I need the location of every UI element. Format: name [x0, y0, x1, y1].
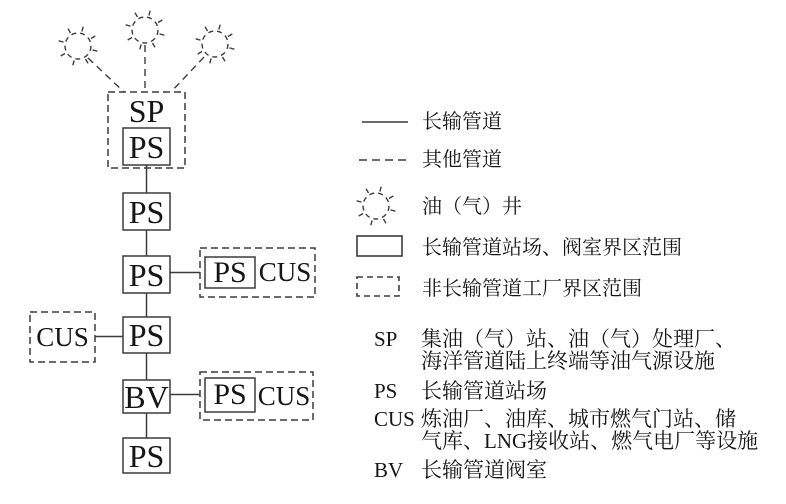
ps-station-1-label: PS: [128, 128, 165, 165]
legend-label-other-pipeline: 其他管道: [422, 149, 502, 171]
legend-label-oil-gas-well: 油（气）井: [422, 196, 522, 218]
ps-station-3-label: PS: [128, 256, 165, 293]
ps-station-2-label: PS: [128, 193, 165, 230]
abbr-sp-def-2: 海洋管道陆上终端等油气源设施: [421, 349, 715, 373]
cus-left-label: CUS: [36, 321, 89, 352]
abbr-sp: SP: [374, 327, 398, 351]
abbr-cus-def-1: 炼油厂、油库、城市燃气门站、储: [421, 407, 736, 431]
legend-solid-rect-icon: [357, 236, 402, 256]
oil-gas-well-icon: [59, 27, 98, 66]
abbr-bv: BV: [374, 458, 404, 482]
legend-well-icon: [357, 187, 396, 226]
legend-label-station-boundary: 长输管道站场、阀室界区范围: [422, 237, 682, 259]
branch1-cus-label: CUS: [258, 257, 312, 287]
legend-dashed-rect-icon: [357, 277, 399, 296]
legend-label-plant-boundary: 非长输管道工厂界区范围: [422, 278, 642, 300]
oil-gas-well-icon: [126, 11, 165, 50]
sp-node-label: SP: [128, 92, 165, 129]
ps-station-5-label: PS: [128, 437, 165, 474]
bv-valve-label: BV: [124, 378, 169, 415]
legend-label-trunk-pipeline: 长输管道: [422, 111, 502, 133]
branch2-ps-label: PS: [213, 378, 247, 411]
abbr-ps-def-1: 长输管道站场: [421, 379, 547, 403]
abbr-cus-def-2: 气库、LNG接收站、燃气电厂等设施: [421, 429, 759, 453]
branch1-ps-label: PS: [213, 255, 247, 289]
abbr-cus: CUS: [374, 407, 415, 431]
abbr-sp-def-1: 集油（气）站、油（气）处理厂、: [421, 327, 736, 351]
ps-station-4-label: PS: [128, 317, 165, 353]
abbr-ps: PS: [374, 379, 398, 403]
oil-gas-well-icon: [196, 25, 235, 64]
abbr-bv-def-1: 长输管道阀室: [421, 458, 547, 482]
well-pipeline-connectors: [88, 45, 204, 92]
station-boxes: [123, 128, 255, 473]
branch2-cus-label: CUS: [257, 380, 311, 411]
